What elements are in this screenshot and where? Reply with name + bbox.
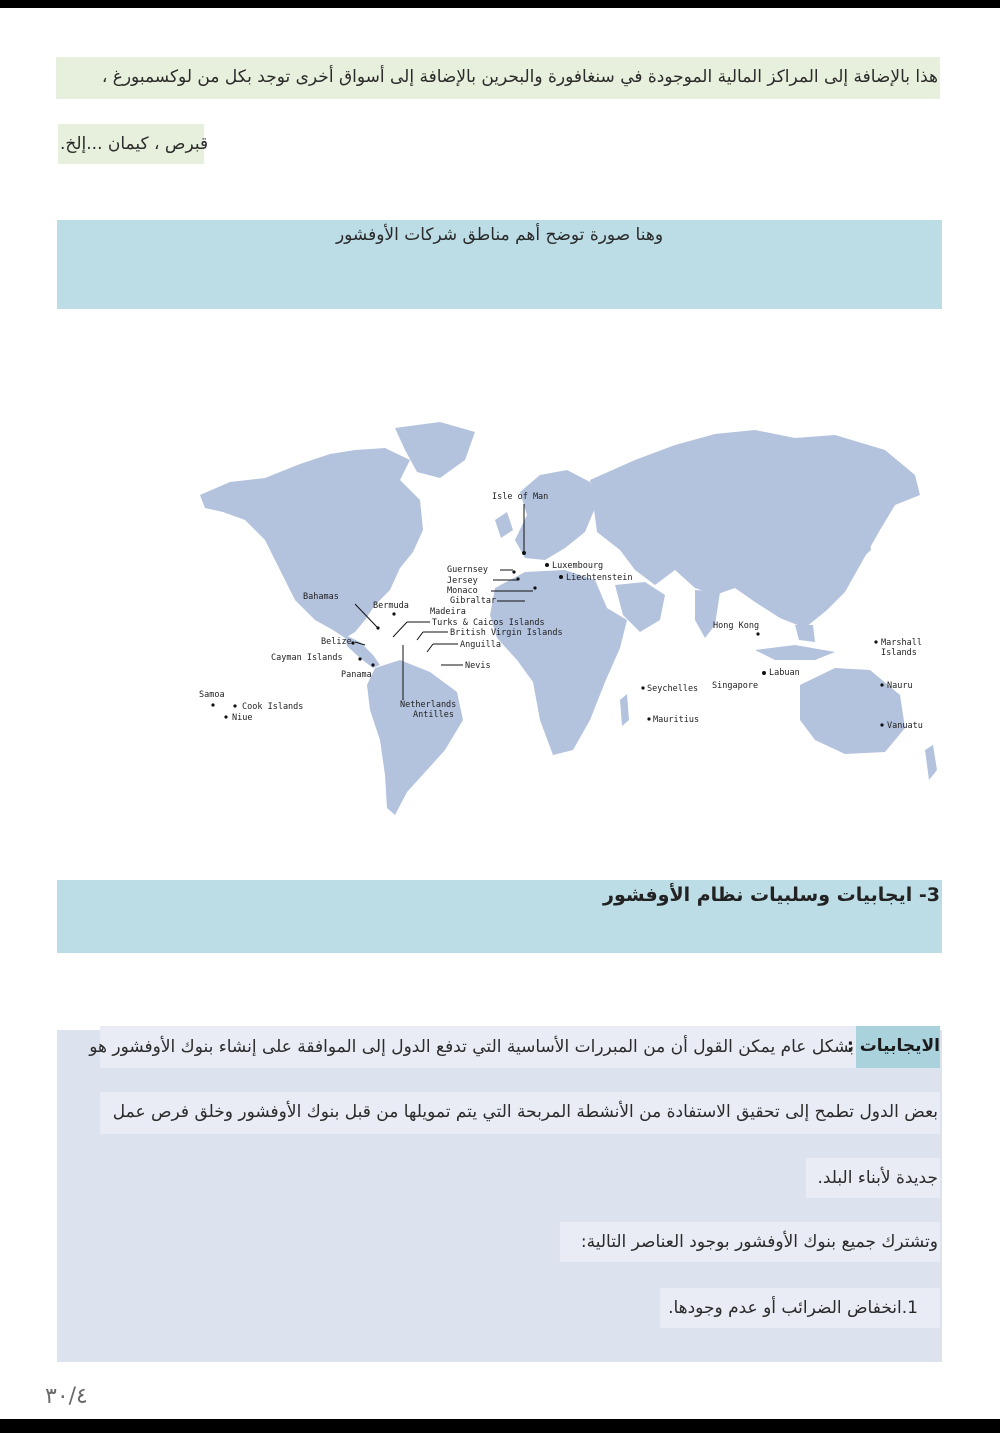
label-samoa: Samoa <box>199 690 225 700</box>
positives-line-2: بعض الدول تطمح إلى تحقيق الاستفادة من الأنشطة المربحة التي يتم تمويلها من قبل بنوك الأوفشور وخلق فرص عمل <box>112 1102 938 1122</box>
bottom-edge-bar <box>0 1419 1000 1433</box>
label-liechtenstein: Liechtenstein <box>566 573 633 583</box>
label-panama: Panama <box>341 670 372 680</box>
label-guernsey: Guernsey <box>447 565 488 575</box>
label-singapore: Singapore <box>712 681 759 691</box>
label-bvi: British Virgin Islands <box>450 628 563 638</box>
label-mauritius: Mauritius <box>653 715 700 725</box>
label-madeira: Madeira <box>430 607 466 617</box>
label-hong-kong: Hong Kong <box>713 621 760 631</box>
label-gibraltar: Gibraltar <box>450 596 497 606</box>
map-landmass <box>200 422 937 815</box>
intro-line-2: .قبرص ، كيمان ...إلخ <box>60 134 209 154</box>
positives-line-4: وتشترك جميع بنوك الأوفشور بوجود العناصر التالية: <box>580 1232 938 1252</box>
label-bahamas: Bahamas <box>303 592 339 602</box>
label-jersey: Jersey <box>447 576 478 586</box>
label-nauru: Nauru <box>887 681 913 691</box>
offshore-world-map <box>195 420 945 820</box>
label-monaco: Monaco <box>447 586 478 596</box>
label-luxembourg: Luxembourg <box>552 561 604 571</box>
page-number: ٣٠/٤ <box>45 1384 88 1409</box>
label-niue: Niue <box>232 713 253 723</box>
positives-line-5: 1.انخفاض الضرائب أو عدم وجودها. <box>668 1298 918 1318</box>
figure-caption: وهنا صورة توضح أهم مناطق شركات الأوفشور <box>335 225 664 245</box>
label-netherlands-antilles-2: Antilles <box>413 710 454 720</box>
label-bermuda: Bermuda <box>373 601 409 611</box>
positives-line-1: بشكل عام يمكن القول أن من المبررات الأساسية التي تدفع الدول إلى الموافقة على إنشاء بنوك الأوفشور هو <box>89 1037 854 1057</box>
label-netherlands-antilles-1: Netherlands <box>400 700 457 710</box>
label-anguilla: Anguilla <box>460 640 501 650</box>
label-marshall-2: Islands <box>881 648 917 658</box>
positives-line-3: جديدة لأبناء البلد. <box>817 1168 938 1188</box>
label-marshall-1: Marshall <box>881 638 922 648</box>
label-belize: Belize <box>321 637 352 647</box>
label-nevis: Nevis <box>465 661 491 671</box>
label-cook-islands: Cook Islands <box>242 702 304 712</box>
label-labuan: Labuan <box>769 668 800 678</box>
label-isle-of-man: Isle of Man <box>492 492 549 502</box>
section-title: 3- ايجابيات وسلبيات نظام الأوفشور <box>603 884 940 906</box>
top-edge-bar <box>0 0 1000 8</box>
intro-line-1: هذا بالإضافة إلى المراكز المالية الموجودة في سنغافورة والبحرين بالإضافة إلى أسواق أخرى توجد بكل من لوكسمبورغ ، <box>101 67 938 87</box>
positives-label: الايجابيات : <box>846 1036 940 1056</box>
label-turks-caicos: Turks & Caicos Islands <box>432 618 545 628</box>
label-cayman: Cayman Islands <box>271 653 343 663</box>
label-vanuatu: Vanuatu <box>887 721 923 731</box>
label-seychelles: Seychelles <box>647 684 699 694</box>
